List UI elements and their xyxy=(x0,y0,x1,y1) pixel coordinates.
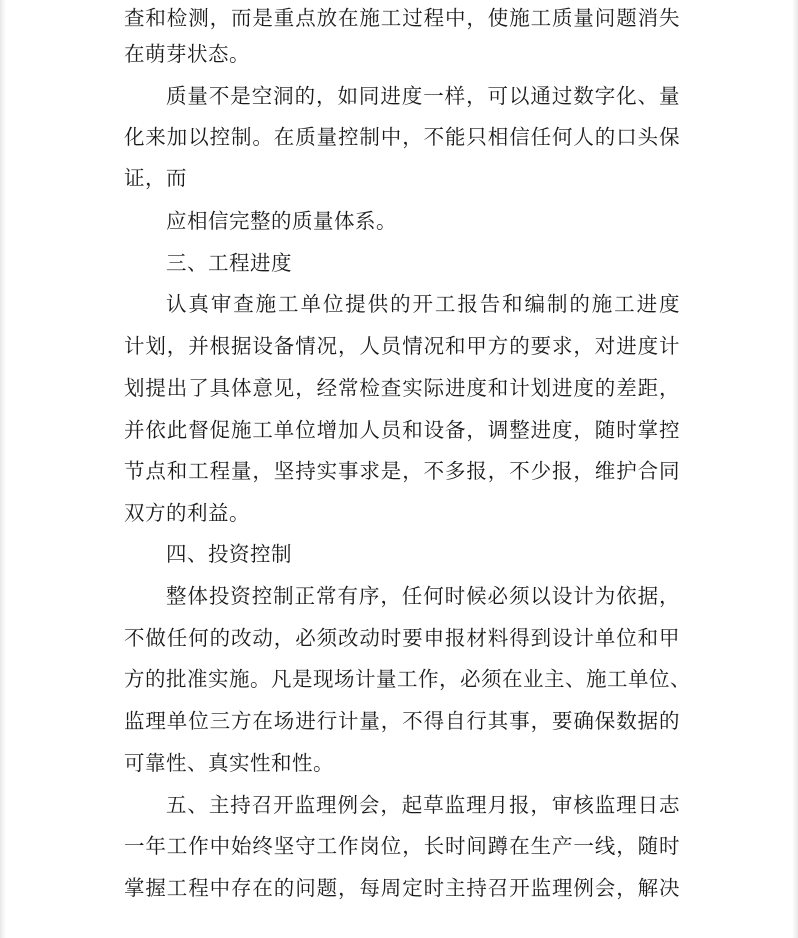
text-line-5: 证，而 xyxy=(124,166,187,190)
text-line-21: 一年工作中始终坚守工作岗位，长时间蹲在生产一线，随时 xyxy=(124,834,680,858)
text-line-22: 掌握工程中存在的问题，每周定时主持召开监理例会，解决 xyxy=(124,876,680,900)
text-line-6: 应相信完整的质量体系。 xyxy=(166,209,397,233)
text-line-11: 并依此督促施工单位增加人员和设备，调整进度，随时掌控 xyxy=(124,418,680,442)
text-line-2: 在萌芽状态。 xyxy=(124,42,250,66)
text-line-1: 查和检测，而是重点放在施工过程中，使施工质量问题消失 xyxy=(124,6,680,30)
text-line-3: 质量不是空洞的，如同进度一样，可以通过数字化、量 xyxy=(166,84,680,108)
text-line-13: 双方的利益。 xyxy=(124,501,250,525)
section-heading-5: 五、主持召开监理例会，起草监理月报，审核监理日志 xyxy=(166,793,680,817)
text-line-10: 划提出了具体意见，经常检查实际进度和计划进度的差距， xyxy=(124,376,680,400)
text-line-16: 不做任何的改动，必须改动时要申报材料得到设计单位和甲 xyxy=(124,626,680,650)
text-line-15: 整体投资控制正常有序，任何时候必须以设计为依据， xyxy=(166,584,680,608)
page-left-edge xyxy=(0,0,6,938)
text-line-18: 监理单位三方在场进行计量，不得自行其事，要确保数据的 xyxy=(124,709,680,733)
section-heading-3: 三、工程进度 xyxy=(166,251,292,275)
section-heading-4: 四、投资控制 xyxy=(166,542,292,566)
text-line-19: 可靠性、真实性和性。 xyxy=(124,751,334,775)
text-line-4: 化来加以控制。在质量控制中，不能只相信任何人的口头保 xyxy=(124,125,680,149)
text-line-9: 计划，并根据设备情况，人员情况和甲方的要求，对进度计 xyxy=(124,334,680,358)
text-line-17: 方的批准实施。凡是现场计量工作，必须在业主、施工单位、 xyxy=(124,667,691,691)
text-line-8: 认真审查施工单位提供的开工报告和编制的施工进度 xyxy=(166,292,680,316)
page-right-edge xyxy=(792,0,798,938)
text-line-12: 节点和工程量，坚持实事求是，不多报，不少报，维护合同 xyxy=(124,459,680,483)
